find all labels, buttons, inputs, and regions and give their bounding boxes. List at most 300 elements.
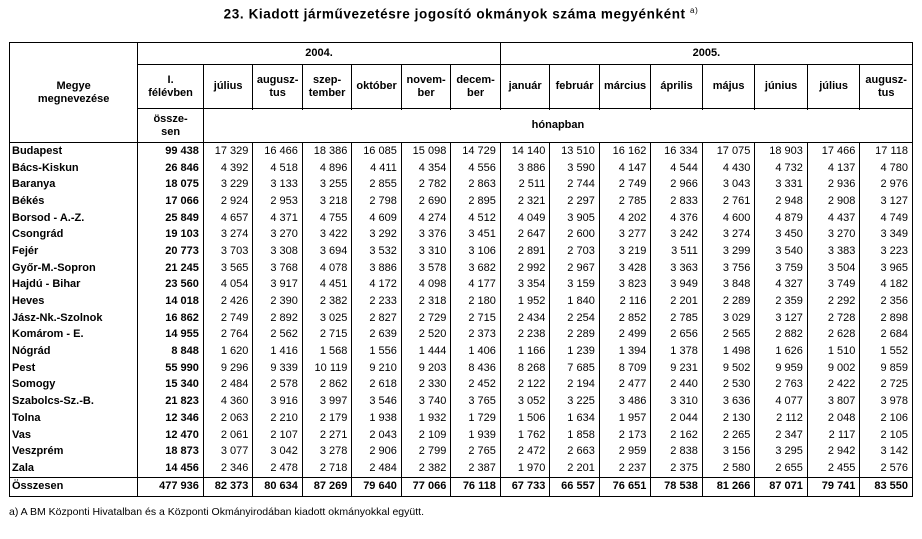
month-value: 3 127 <box>755 310 808 327</box>
month-value: 77 066 <box>401 477 450 496</box>
month-value: 2 373 <box>451 327 501 344</box>
month-value: 14 140 <box>500 143 549 160</box>
month-value: 2 966 <box>651 176 703 193</box>
month-value: 80 634 <box>253 477 302 496</box>
month-value: 3 274 <box>702 226 755 243</box>
month-value: 78 538 <box>651 477 703 496</box>
month-value: 2 130 <box>702 410 755 427</box>
month-value: 4 657 <box>203 210 252 227</box>
month-value: 17 466 <box>807 143 860 160</box>
month-value: 2 210 <box>253 410 302 427</box>
month-value: 2 728 <box>807 310 860 327</box>
month-value: 9 002 <box>807 360 860 377</box>
month-value: 2 600 <box>550 226 599 243</box>
month-value: 3 740 <box>401 393 450 410</box>
month-value: 2 426 <box>203 293 252 310</box>
total-value: 477 936 <box>138 477 204 496</box>
month-value: 3 106 <box>451 243 501 260</box>
county-name: Csongrád <box>10 226 138 243</box>
month-value: 2 764 <box>203 327 252 344</box>
month-value: 3 450 <box>755 226 808 243</box>
month-value: 2 703 <box>550 243 599 260</box>
month-value: 3 270 <box>807 226 860 243</box>
month-value: 2 499 <box>599 327 651 344</box>
month-value: 9 959 <box>755 360 808 377</box>
month-value: 1 166 <box>500 343 549 360</box>
month-value: 3 532 <box>352 243 401 260</box>
month-value: 9 231 <box>651 360 703 377</box>
month-value: 3 218 <box>302 193 351 210</box>
month-value: 4 182 <box>860 277 913 294</box>
county-name: Bács-Kiskun <box>10 160 138 177</box>
month-2005-header: április <box>651 65 703 109</box>
month-value: 2 967 <box>550 260 599 277</box>
month-value: 3 219 <box>599 243 651 260</box>
table-row <box>10 443 913 460</box>
total-value: 12 346 <box>138 410 204 427</box>
month-value: 3 278 <box>302 443 351 460</box>
table-row <box>10 243 913 260</box>
month-value: 1 394 <box>599 343 651 360</box>
month-value: 15 098 <box>401 143 450 160</box>
month-value: 1 506 <box>500 410 549 427</box>
total-value: 25 849 <box>138 210 204 227</box>
month-value: 18 386 <box>302 143 351 160</box>
month-value: 2 959 <box>599 443 651 460</box>
month-value: 4 609 <box>352 210 401 227</box>
total-value: 14 018 <box>138 293 204 310</box>
total-value: 18 075 <box>138 176 204 193</box>
month-value: 2 105 <box>860 427 913 444</box>
month-value: 3 255 <box>302 176 351 193</box>
month-value: 2 194 <box>550 377 599 394</box>
month-value: 4 512 <box>451 210 501 227</box>
month-value: 2 647 <box>500 226 549 243</box>
month-value: 3 331 <box>755 176 808 193</box>
month-value: 2 827 <box>352 310 401 327</box>
month-value: 3 077 <box>203 443 252 460</box>
county-name: Fejér <box>10 243 138 260</box>
month-value: 9 203 <box>401 360 450 377</box>
month-value: 2 562 <box>253 327 302 344</box>
month-value: 3 299 <box>702 243 755 260</box>
county-name: Komárom - E. <box>10 327 138 344</box>
month-value: 3 886 <box>352 260 401 277</box>
month-value: 3 756 <box>702 260 755 277</box>
month-value: 3 042 <box>253 443 302 460</box>
month-value: 4 147 <box>599 160 651 177</box>
title-footnote-mark: a) <box>690 6 699 15</box>
month-value: 2 477 <box>599 377 651 394</box>
year-2005-header: 2005. <box>500 43 912 65</box>
month-value: 4 354 <box>401 160 450 177</box>
month-value: 3 916 <box>253 393 302 410</box>
county-name: Tolna <box>10 410 138 427</box>
month-value: 2 356 <box>860 293 913 310</box>
month-value: 2 530 <box>702 377 755 394</box>
month-value: 2 511 <box>500 176 549 193</box>
month-value: 2 906 <box>352 443 401 460</box>
month-value: 4 054 <box>203 277 252 294</box>
month-value: 2 684 <box>860 327 913 344</box>
month-value: 3 376 <box>401 226 450 243</box>
month-value: 2 289 <box>702 293 755 310</box>
month-value: 2 112 <box>755 410 808 427</box>
month-value: 8 709 <box>599 360 651 377</box>
month-value: 1 938 <box>352 410 401 427</box>
month-value: 2 891 <box>500 243 549 260</box>
month-value: 3 486 <box>599 393 651 410</box>
month-value: 4 077 <box>755 393 808 410</box>
county-name: Baranya <box>10 176 138 193</box>
month-value: 2 882 <box>755 327 808 344</box>
month-value: 3 127 <box>860 193 913 210</box>
month-value: 2 107 <box>253 427 302 444</box>
month-value: 3 749 <box>807 277 860 294</box>
table-row <box>10 393 913 410</box>
month-value: 2 895 <box>451 193 501 210</box>
month-value: 1 634 <box>550 410 599 427</box>
month-value: 2 655 <box>755 460 808 477</box>
month-value: 2 106 <box>860 410 913 427</box>
month-value: 3 292 <box>352 226 401 243</box>
month-value: 4 177 <box>451 277 501 294</box>
month-value: 4 098 <box>401 277 450 294</box>
month-value: 2 180 <box>451 293 501 310</box>
month-value: 17 075 <box>702 143 755 160</box>
county-name: Veszprém <box>10 443 138 460</box>
month-value: 3 310 <box>401 243 450 260</box>
month-value: 4 749 <box>860 210 913 227</box>
month-value: 3 142 <box>860 443 913 460</box>
table-row <box>10 410 913 427</box>
year-2004-header: 2004. <box>138 43 501 65</box>
month-2004-header: augusz- tus <box>253 65 302 109</box>
month-value: 3 694 <box>302 243 351 260</box>
month-value: 2 201 <box>651 293 703 310</box>
month-value: 2 162 <box>651 427 703 444</box>
table-row <box>10 293 913 310</box>
month-value: 1 416 <box>253 343 302 360</box>
month-value: 2 478 <box>253 460 302 477</box>
month-value: 4 430 <box>702 160 755 177</box>
month-value: 2 799 <box>401 443 450 460</box>
month-2004-header: július <box>203 65 252 109</box>
table-row <box>10 343 913 360</box>
month-value: 2 744 <box>550 176 599 193</box>
month-value: 2 898 <box>860 310 913 327</box>
month-value: 2 749 <box>599 176 651 193</box>
month-value: 2 237 <box>599 460 651 477</box>
total-row <box>10 477 913 496</box>
month-value: 4 137 <box>807 160 860 177</box>
month-value: 2 715 <box>451 310 501 327</box>
month-value: 3 765 <box>451 393 501 410</box>
month-value: 1 932 <box>401 410 450 427</box>
month-value: 2 565 <box>702 327 755 344</box>
month-value: 1 444 <box>401 343 450 360</box>
month-value: 67 733 <box>500 477 549 496</box>
total-value: 23 560 <box>138 277 204 294</box>
month-value: 2 484 <box>203 377 252 394</box>
month-value: 2 976 <box>860 176 913 193</box>
month-value: 3 229 <box>203 176 252 193</box>
month-value: 2 855 <box>352 176 401 193</box>
month-2005-header: március <box>599 65 651 109</box>
month-value: 2 292 <box>807 293 860 310</box>
month-value: 83 550 <box>860 477 913 496</box>
total-value: 21 823 <box>138 393 204 410</box>
table-row <box>10 143 913 160</box>
county-name: Budapest <box>10 143 138 160</box>
month-value: 2 576 <box>860 460 913 477</box>
month-value: 2 061 <box>203 427 252 444</box>
month-value: 4 755 <box>302 210 351 227</box>
county-name: Heves <box>10 293 138 310</box>
table-header <box>10 43 913 143</box>
total-value: 99 438 <box>138 143 204 160</box>
month-value: 16 162 <box>599 143 651 160</box>
month-value: 2 785 <box>599 193 651 210</box>
month-value: 4 600 <box>702 210 755 227</box>
month-value: 2 862 <box>302 377 351 394</box>
month-value: 4 544 <box>651 160 703 177</box>
month-value: 79 741 <box>807 477 860 496</box>
month-2004-header: decem- ber <box>451 65 501 109</box>
month-value: 1 957 <box>599 410 651 427</box>
month-value: 2 892 <box>253 310 302 327</box>
total-value: 16 862 <box>138 310 204 327</box>
table-row <box>10 260 913 277</box>
month-value: 3 823 <box>599 277 651 294</box>
month-value: 2 908 <box>807 193 860 210</box>
month-value: 3 270 <box>253 226 302 243</box>
month-value: 2 440 <box>651 377 703 394</box>
month-value: 4 879 <box>755 210 808 227</box>
month-value: 2 838 <box>651 443 703 460</box>
month-2005-header: február <box>550 65 599 109</box>
month-value: 3 540 <box>755 243 808 260</box>
month-value: 1 762 <box>500 427 549 444</box>
month-value: 2 782 <box>401 176 450 193</box>
month-value: 17 118 <box>860 143 913 160</box>
total-value: 14 456 <box>138 460 204 477</box>
month-value: 2 179 <box>302 410 351 427</box>
table-row <box>10 160 913 177</box>
table-row <box>10 427 913 444</box>
month-value: 3 917 <box>253 277 302 294</box>
month-value: 8 268 <box>500 360 549 377</box>
month-value: 3 029 <box>702 310 755 327</box>
month-value: 1 626 <box>755 343 808 360</box>
county-name: Hajdú - Bihar <box>10 277 138 294</box>
month-value: 2 924 <box>203 193 252 210</box>
month-value: 3 043 <box>702 176 755 193</box>
month-value: 3 242 <box>651 226 703 243</box>
month-value: 3 997 <box>302 393 351 410</box>
month-value: 2 321 <box>500 193 549 210</box>
month-value: 2 798 <box>352 193 401 210</box>
month-value: 4 437 <box>807 210 860 227</box>
table-row <box>10 377 913 394</box>
month-value: 16 466 <box>253 143 302 160</box>
month-value: 2 201 <box>550 460 599 477</box>
table-row <box>10 176 913 193</box>
month-value: 13 510 <box>550 143 599 160</box>
county-name: Jász-Nk.-Szolnok <box>10 310 138 327</box>
table-row <box>10 277 913 294</box>
county-column-header: Megye megnevezése <box>10 43 138 143</box>
month-value: 87 071 <box>755 477 808 496</box>
month-value: 2 992 <box>500 260 549 277</box>
month-value: 2 382 <box>401 460 450 477</box>
month-value: 1 952 <box>500 293 549 310</box>
county-name: Összesen <box>10 477 138 496</box>
table-row <box>10 460 913 477</box>
month-value: 3 052 <box>500 393 549 410</box>
month-value: 2 048 <box>807 410 860 427</box>
month-value: 2 942 <box>807 443 860 460</box>
month-value: 2 852 <box>599 310 651 327</box>
month-value: 2 043 <box>352 427 401 444</box>
month-value: 2 173 <box>599 427 651 444</box>
month-value: 4 274 <box>401 210 450 227</box>
month-2005-header: augusz- tus <box>860 65 913 109</box>
month-value: 2 359 <box>755 293 808 310</box>
county-name: Borsod - A.-Z. <box>10 210 138 227</box>
month-value: 10 119 <box>302 360 351 377</box>
month-value: 3 978 <box>860 393 913 410</box>
month-value: 2 455 <box>807 460 860 477</box>
month-value: 2 863 <box>451 176 501 193</box>
month-value: 4 371 <box>253 210 302 227</box>
month-value: 2 289 <box>550 327 599 344</box>
table-row <box>10 193 913 210</box>
month-value: 3 807 <box>807 393 860 410</box>
county-name: Győr-M.-Sopron <box>10 260 138 277</box>
month-value: 2 763 <box>755 377 808 394</box>
county-name: Szabolcs-Sz.-B. <box>10 393 138 410</box>
month-value: 3 703 <box>203 243 252 260</box>
month-value: 3 156 <box>702 443 755 460</box>
month-value: 3 159 <box>550 277 599 294</box>
month-value: 4 376 <box>651 210 703 227</box>
total-value: 55 990 <box>138 360 204 377</box>
table-row <box>10 327 913 344</box>
table-title: 23. Kiadott járművezetésre jogosító okmányok száma megyénként $^{a)}$ <box>223 6 699 22</box>
month-value: 1 620 <box>203 343 252 360</box>
month-value: 2 936 <box>807 176 860 193</box>
table-row <box>10 310 913 327</box>
month-value: 4 360 <box>203 393 252 410</box>
month-value: 9 502 <box>702 360 755 377</box>
month-value: 2 375 <box>651 460 703 477</box>
total-value: 21 245 <box>138 260 204 277</box>
total-column-header: össze- sen <box>138 109 204 143</box>
month-value: 9 296 <box>203 360 252 377</box>
month-value: 1 239 <box>550 343 599 360</box>
month-value: 1 556 <box>352 343 401 360</box>
month-value: 3 451 <box>451 226 501 243</box>
month-value: 76 118 <box>451 477 501 496</box>
month-value: 66 557 <box>550 477 599 496</box>
month-value: 3 428 <box>599 260 651 277</box>
month-value: 1 970 <box>500 460 549 477</box>
month-value: 2 749 <box>203 310 252 327</box>
county-name: Békés <box>10 193 138 210</box>
total-value: 19 103 <box>138 226 204 243</box>
month-value: 3 759 <box>755 260 808 277</box>
month-value: 2 063 <box>203 410 252 427</box>
month-value: 82 373 <box>203 477 252 496</box>
month-value: 8 436 <box>451 360 501 377</box>
total-value: 14 955 <box>138 327 204 344</box>
month-value: 2 833 <box>651 193 703 210</box>
month-value: 1 568 <box>302 343 351 360</box>
month-value: 2 484 <box>352 460 401 477</box>
month-value: 9 859 <box>860 360 913 377</box>
month-2004-header: október <box>352 65 401 109</box>
month-value: 2 452 <box>451 377 501 394</box>
month-value: 2 580 <box>702 460 755 477</box>
month-value: 4 327 <box>755 277 808 294</box>
month-value: 3 225 <box>550 393 599 410</box>
month-value: 2 390 <box>253 293 302 310</box>
month-value: 3 274 <box>203 226 252 243</box>
month-value: 1 406 <box>451 343 501 360</box>
month-2004-header: novem- ber <box>401 65 450 109</box>
month-value: 2 117 <box>807 427 860 444</box>
month-value: 3 025 <box>302 310 351 327</box>
month-value: 3 511 <box>651 243 703 260</box>
month-value: 3 636 <box>702 393 755 410</box>
month-value: 14 729 <box>451 143 501 160</box>
month-value: 2 578 <box>253 377 302 394</box>
month-2005-header: június <box>755 65 808 109</box>
month-value: 4 556 <box>451 160 501 177</box>
month-value: 2 122 <box>500 377 549 394</box>
total-value: 17 066 <box>138 193 204 210</box>
month-value: 2 618 <box>352 377 401 394</box>
month-value: 3 590 <box>550 160 599 177</box>
month-value: 2 109 <box>401 427 450 444</box>
month-value: 4 202 <box>599 210 651 227</box>
month-value: 2 044 <box>651 410 703 427</box>
month-value: 2 233 <box>352 293 401 310</box>
month-value: 4 172 <box>352 277 401 294</box>
month-value: 3 363 <box>651 260 703 277</box>
month-value: 2 765 <box>451 443 501 460</box>
month-value: 2 346 <box>203 460 252 477</box>
month-value: 2 663 <box>550 443 599 460</box>
county-name: Nógrád <box>10 343 138 360</box>
month-value: 3 223 <box>860 243 913 260</box>
month-value: 2 297 <box>550 193 599 210</box>
total-value: 20 773 <box>138 243 204 260</box>
month-value: 79 640 <box>352 477 401 496</box>
month-value: 2 953 <box>253 193 302 210</box>
month-value: 2 785 <box>651 310 703 327</box>
month-value: 1 729 <box>451 410 501 427</box>
month-value: 2 434 <box>500 310 549 327</box>
month-value: 2 265 <box>702 427 755 444</box>
month-value: 2 472 <box>500 443 549 460</box>
month-value: 3 422 <box>302 226 351 243</box>
month-value: 1 858 <box>550 427 599 444</box>
month-value: 2 639 <box>352 327 401 344</box>
month-value: 16 334 <box>651 143 703 160</box>
month-value: 3 905 <box>550 210 599 227</box>
